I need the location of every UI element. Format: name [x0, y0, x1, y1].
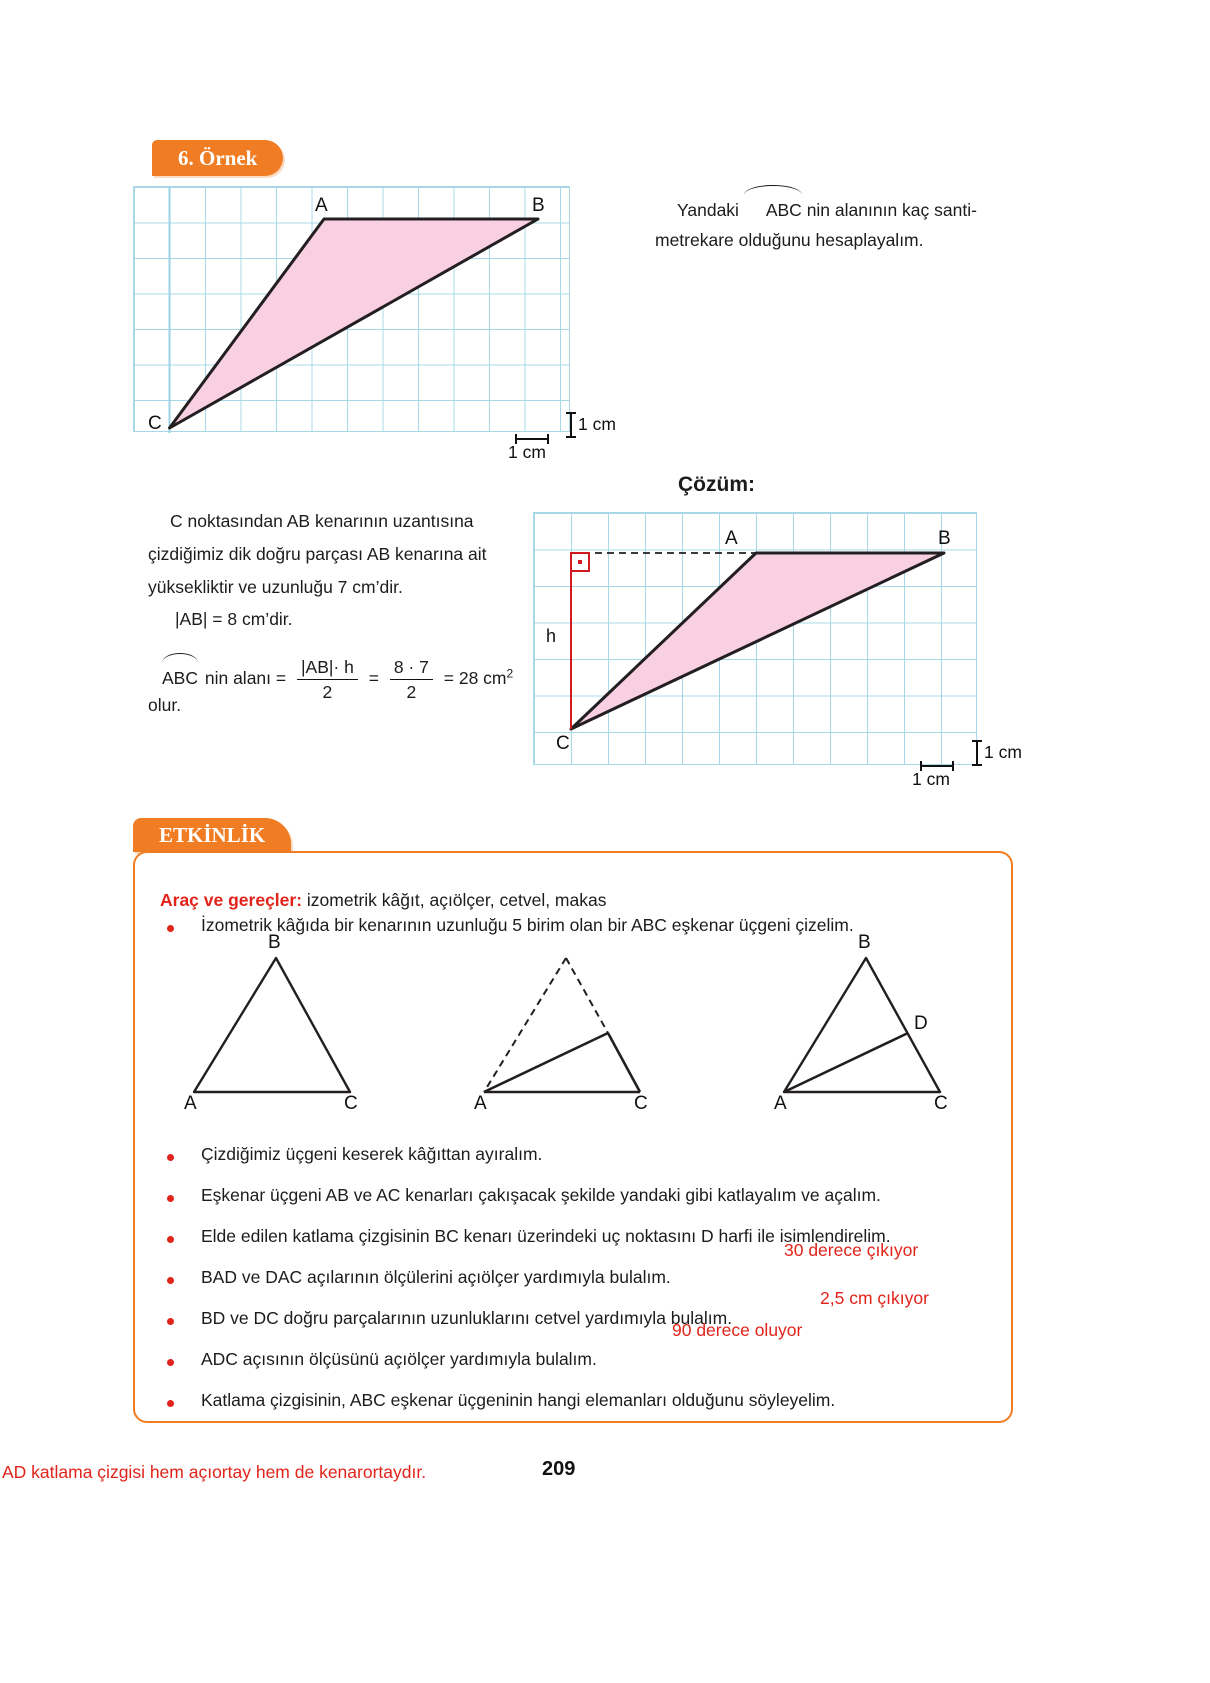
solution-para-line2: çizdiğimiz dik doğru parçası AB kenarına ait: [148, 544, 487, 564]
solution-triangle-svg: [534, 513, 978, 766]
example-prompt-arc-abc: ABC: [744, 192, 802, 225]
example-scale-horizontal-label: 1 cm: [508, 442, 546, 462]
activity-bullet-2: [167, 1154, 174, 1161]
solution-para-line1: C noktasından AB kenarının uzantısına: [170, 511, 474, 531]
formula-fraction-numeric: [390, 655, 433, 704]
activity-figure-2: [468, 940, 668, 1115]
activity-tab: [133, 818, 291, 852]
formula-arc-abc: ABC: [162, 660, 198, 693]
activity-step-5: BAD ve DAC açılarının ölçülerini açıölçer yardımıyla bulalım.: [201, 1267, 671, 1287]
page-number: 209: [542, 1458, 576, 1480]
figure3-label-d: D: [914, 1013, 928, 1034]
activity-step-7: ADC açısının ölçüsünü açıölçer yardımıyla bulalım.: [201, 1349, 597, 1369]
activity-note-5: 30 derece çıkıyor: [784, 1240, 919, 1260]
solution-ab-length: |AB| = 8 cm’dir.: [175, 609, 293, 629]
solution-label-a: A: [725, 528, 738, 549]
activity-figure-3-svg: [768, 940, 968, 1115]
activity-bullet-7: [167, 1359, 174, 1366]
example-tab-label: 6. Örnek: [178, 145, 258, 170]
formula-frac2-den: 2: [406, 682, 417, 702]
example-grid: [133, 186, 570, 432]
figure3-label-c: C: [934, 1093, 948, 1114]
solution-closing: olur.: [148, 695, 182, 715]
example-triangle-svg: [134, 187, 571, 433]
activity-step-3: Eşkenar üçgeni AB ve AC kenarları çakışacak şekilde yandaki gibi katlayalım ve açalım.: [201, 1185, 881, 1205]
activity-materials: [160, 890, 606, 911]
example-label-b: B: [532, 195, 545, 216]
activity-bullet-8: [167, 1400, 174, 1407]
solution-height-label: h: [546, 626, 557, 646]
activity-figure-1: [178, 932, 378, 1115]
formula-result: 28 cm: [458, 668, 507, 689]
solution-grid: [533, 512, 977, 765]
solution-para-line3: yüksekliktir ve uzunluğu 7 cm’dir.: [148, 577, 403, 597]
activity-figure-2-svg: [468, 940, 668, 1115]
figure1-label-b: B: [268, 932, 281, 953]
solution-formula: [162, 655, 513, 704]
activity-note-7: 90 derece oluyor: [672, 1320, 803, 1340]
formula-frac2-num: 8 · 7: [390, 655, 433, 680]
activity-step-1: İzometrik kâğıda bir kenarının uzunluğu 5 birim olan bir ABC eşkenar üçgeni çizelim.: [201, 915, 854, 935]
activity-tab-label: ETKİNLİK: [159, 822, 266, 847]
solution-label-b: B: [938, 528, 951, 549]
formula-eq1: =: [368, 668, 379, 689]
formula-frac1-den: 2: [322, 682, 333, 702]
solution-scale-vertical-label: 1 cm: [984, 742, 1022, 762]
activity-step-8: Katlama çizgisinin, ABC eşkenar üçgeninin hangi elemanları olduğunu söyleyelim.: [201, 1390, 836, 1410]
solution-label-c: C: [556, 733, 570, 754]
example-prompt: [655, 192, 1075, 255]
formula-eq2: =: [443, 668, 454, 689]
formula-fraction-symbolic: [297, 655, 358, 704]
formula-lead-text: nin alanı =: [204, 668, 287, 689]
example-prompt-line2: metrekare olduğunu hesaplayalım.: [655, 230, 924, 250]
activity-bullet-1: [167, 925, 174, 932]
footer-handwritten-note: AD katlama çizgisi hem açıortay hem de kenarortaydır.: [2, 1462, 427, 1482]
figure3-label-b: B: [858, 932, 871, 953]
formula-frac1-num: |AB|· h: [297, 655, 358, 680]
figure1-label-c: C: [344, 1093, 358, 1114]
figure3-label-a: A: [774, 1093, 787, 1114]
activity-note-6: 2,5 cm çıkıyor: [820, 1288, 929, 1308]
activity-step-6: BD ve DC doğru parçalarının uzunluklarını cetvel yardımıyla bulalım.: [201, 1308, 733, 1328]
activity-figure-3: [768, 932, 968, 1115]
activity-step-2: Çizdiğimiz üçgeni keserek kâğıttan ayıralım.: [201, 1144, 543, 1164]
activity-materials-label: Araç ve gereçler:: [160, 890, 303, 910]
example-tab: [152, 140, 283, 176]
figure2-label-a: A: [474, 1093, 487, 1114]
activity-bullet-3: [167, 1195, 174, 1202]
formula-result-exponent: 2: [506, 666, 514, 681]
solution-paragraph: [148, 505, 518, 604]
activity-bullet-6: [167, 1318, 174, 1325]
activity-figure-1-svg: [178, 940, 378, 1115]
example-label-c: C: [148, 413, 162, 434]
example-scale-vertical-label: 1 cm: [578, 414, 616, 434]
example-label-a: A: [315, 195, 328, 216]
activity-materials-value: izometrik kâğıt, açıölçer, cetvel, makas: [306, 890, 607, 910]
figure2-label-c: C: [634, 1093, 648, 1114]
activity-box: [133, 851, 1013, 1423]
activity-bullet-5: [167, 1277, 174, 1284]
example-prompt-post: nin alanının kaç santi-: [806, 200, 977, 220]
activity-step-4: Elde edilen katlama çizgisinin BC kenarı üzerindeki uç noktasını D harfi ile isimlendirelim.: [201, 1226, 891, 1246]
figure1-label-a: A: [184, 1093, 197, 1114]
example-prompt-pre: Yandaki: [677, 200, 739, 220]
activity-bullet-4: [167, 1236, 174, 1243]
solution-scale-horizontal-label: 1 cm: [912, 769, 950, 789]
solution-heading: Çözüm:: [678, 473, 755, 496]
